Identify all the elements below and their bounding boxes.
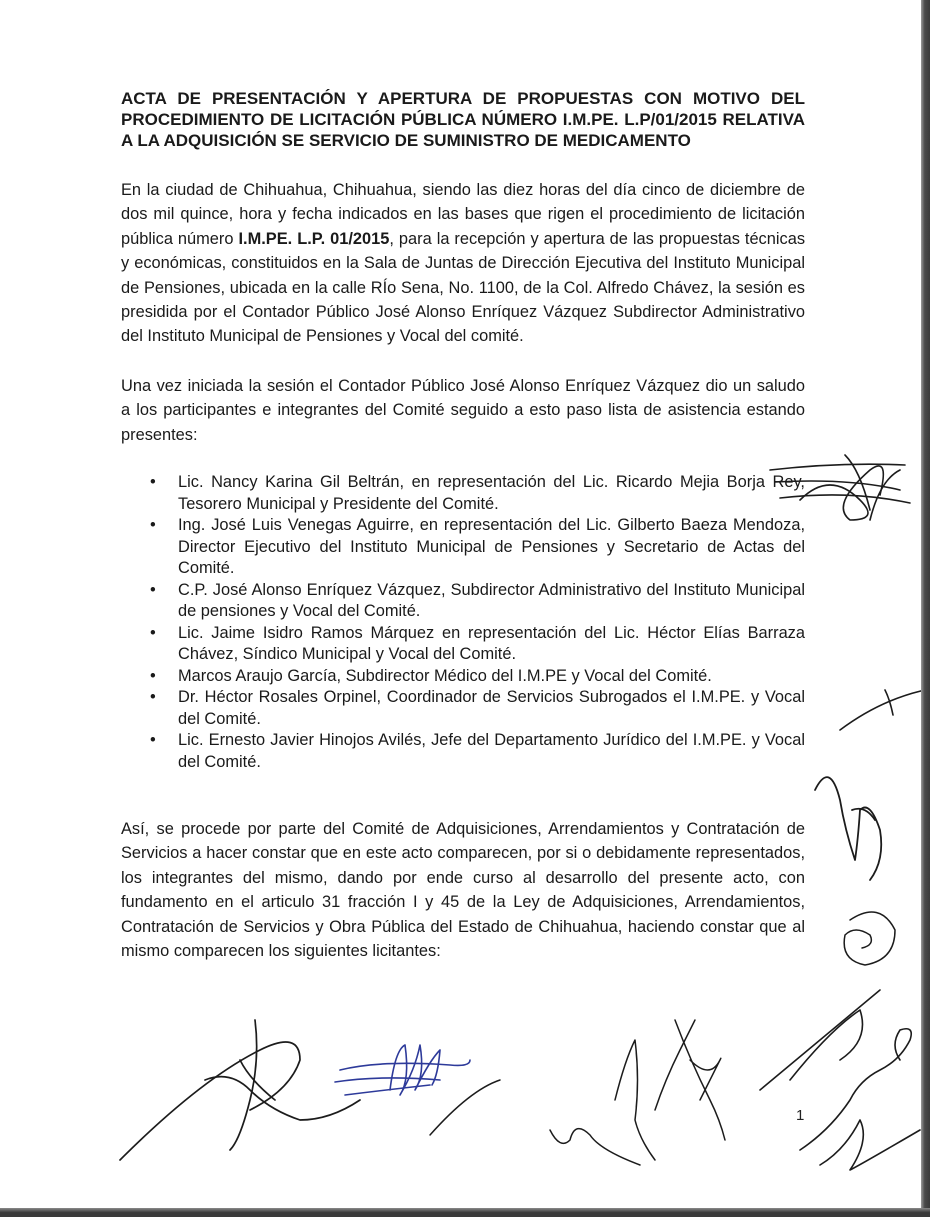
list-item: • Lic. Ernesto Javier Hinojos Avilés, Jefe del Departamento Jurídico del I.M.PE. y Vocal del Comité. xyxy=(178,730,805,773)
signature-bottom-blue xyxy=(335,1045,470,1095)
signature-right-mark xyxy=(840,690,921,730)
list-item: • Marcos Araujo García, Subdirector Médico del I.M.PE y Vocal del Comité. xyxy=(178,666,805,688)
document-title: ACTA DE PRESENTACIÓN Y APERTURA DE PROPUESTAS CON MOTIVO DEL PROCEDIMIENTO DE LICITACIÓN PÚBLICA NÚMERO I.M.PE. L.P/01/2015 RELATIVA A LA ADQUISICIÓN SE SERVICIO DE SUMINISTRO DE MEDICAMENTO xyxy=(121,89,805,150)
page-edge-bottom xyxy=(0,1208,930,1217)
list-item: • Lic. Jaime Isidro Ramos Márquez en representación del Lic. Héctor Elías Barraza Chávez, Síndico Municipal y Vocal del Comité. xyxy=(178,623,805,666)
paragraph-opening-text: En la ciudad de Chihuahua, Chihuahua, siendo las diez horas del día cinco de diciembre de dos mil quince, hora y fecha indicados en las bases que rigen el procedimiento de licitación pública número xyxy=(121,181,805,248)
paragraph-bidders: Así, se procede por parte del Comité de Adquisiciones, Arrendamientos y Contratación de Servicios a hacer constar que en este acto comparecen, por si o debidamente representados, los integrantes del mismo, dando por ende curso al desarrollo del presente acto, con fundamento en el articulo 31 fracción I y 45 de la Ley de Adquisiciones, Arrendamientos, Contratación de Servicios y Obra Pública del Estado de Chihuahua, haciendo constar que al mismo comparecen los siguientes licitantes: xyxy=(121,820,805,961)
tender-number: I.M.PE. L.P. 01/2015 xyxy=(238,229,390,248)
signature-bottom-middle xyxy=(430,1020,725,1165)
signature-right-circle xyxy=(844,912,895,965)
list-item: • Dr. Héctor Rosales Orpinel, Coordinador de Servicios Subrogados el I.M.PE. y Vocal del Comité. xyxy=(178,687,805,730)
paragraph-attendance: Una vez iniciada la sesión el Contador Público José Alonso Enríquez Vázquez dio un saludo a los participantes e integrantes del Comité seguido a esto paso lista de asistencia estando presentes: xyxy=(121,376,805,444)
list-item: • C.P. José Alonso Enríquez Vázquez, Subdirector Administrativo del Instituto Municipal de pensiones y Vocal del Comité. xyxy=(178,580,805,623)
list-item: • Lic. Nancy Karina Gil Beltrán, en representación del Lic. Ricardo Mejia Borja Rey, Tesorero Municipal y Presidente del Comité. xyxy=(178,472,805,515)
list-item: • Ing. José Luis Venegas Aguirre, en representación del Lic. Gilberto Baeza Mendoza, Director Ejecutivo del Instituto Municipal de Pensiones y Secretario de Actas del Comité. xyxy=(178,515,805,580)
signature-right-top xyxy=(770,455,910,520)
signature-bottom-left xyxy=(120,1020,360,1160)
paragraph-opening-text-cont: , para la recepción y apertura de las propuestas técnicas y económicas, constituidos en la Sala de Juntas de Dirección Ejecutiva del Instituto Municipal de Pensiones, ubicada en la calle RÍo Sena, No. 1100, de la Col. Alfredo Chávez, la sesión es presidida por el Contador Público José Alonso Enríquez Vázquez Subdirector Administrativo del Instituto Municipal de Pensiones y Vocal del comité. xyxy=(121,229,806,346)
signature-right-mid xyxy=(815,777,881,880)
signature-right-bottom xyxy=(760,990,920,1170)
page-number: 1 xyxy=(796,1107,805,1124)
page-edge-right xyxy=(921,0,930,1217)
